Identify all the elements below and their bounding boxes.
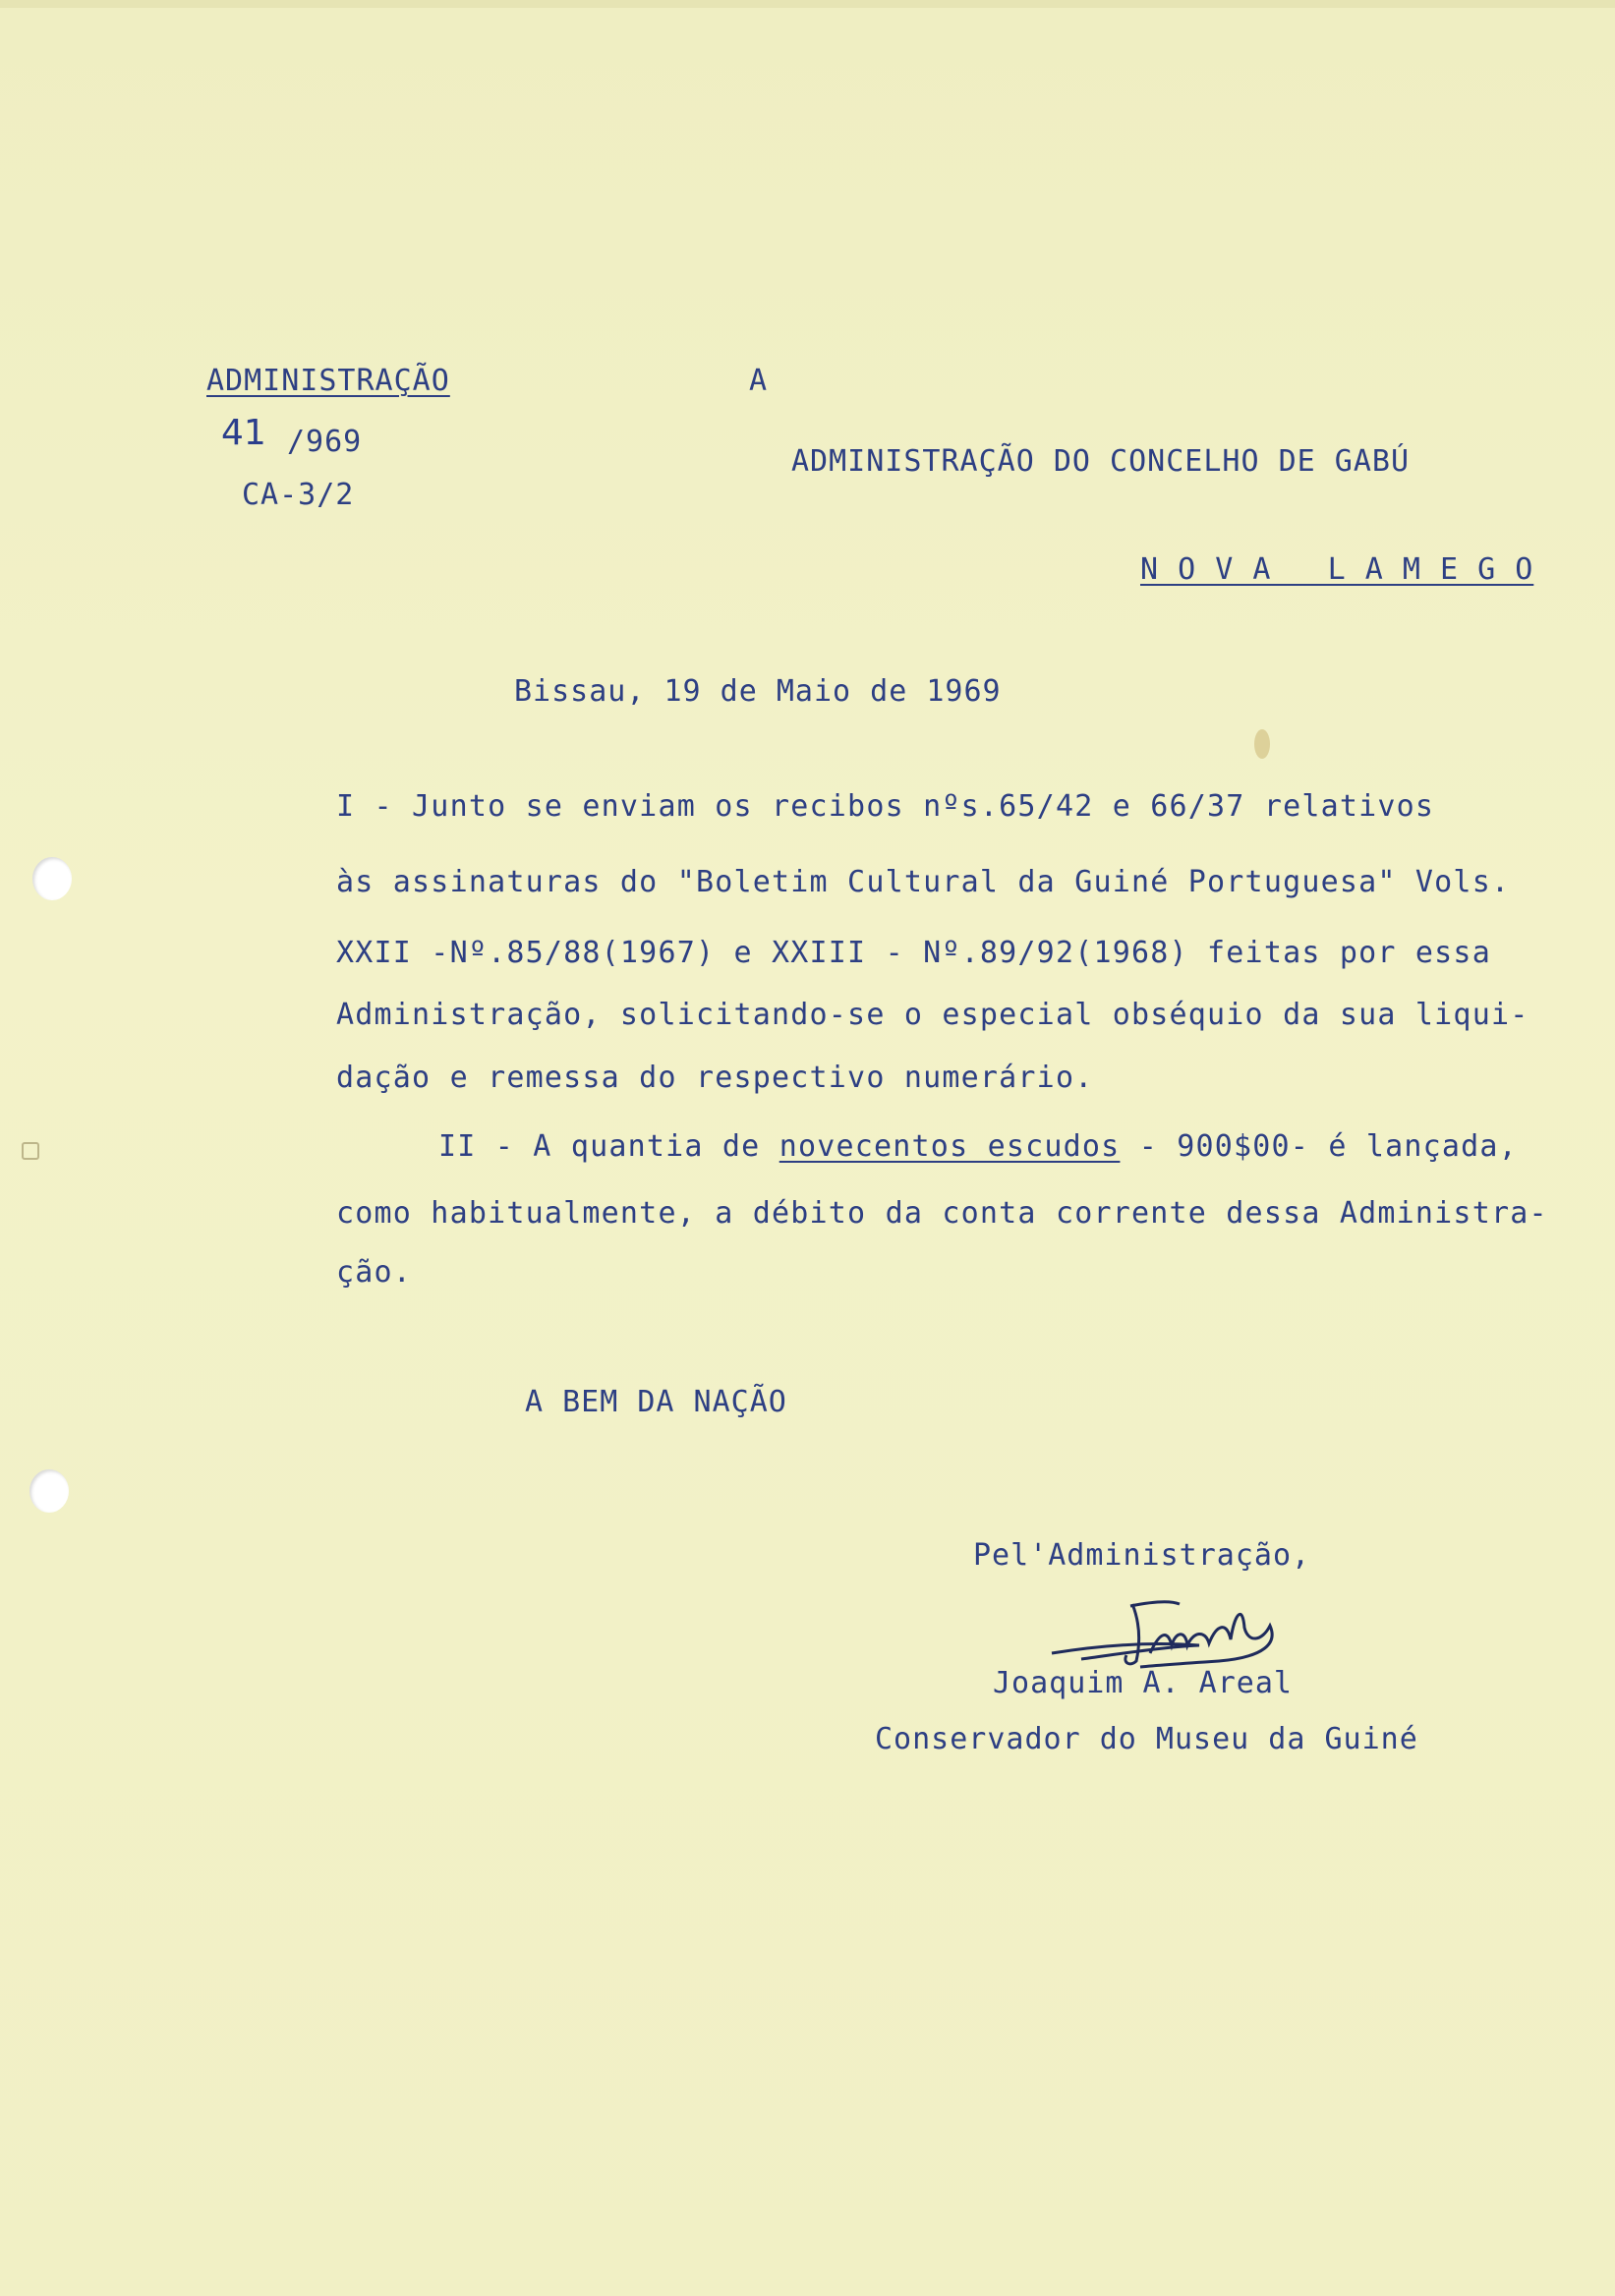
paragraph-1-line-3: XXII -Nº.85/88(1967) e XXIII - Nº.89/92(1968) feitas por essa	[336, 936, 1491, 970]
punch-hole-upper	[32, 857, 72, 900]
addressee-prefix: A	[749, 364, 769, 398]
on-behalf-line: Pel'Administração,	[973, 1538, 1311, 1573]
recipient-office: ADMINISTRAÇÃO DO CONCELHO DE GABÚ	[791, 444, 1411, 479]
punch-hole-lower	[29, 1469, 69, 1513]
paper-stain	[1254, 729, 1270, 759]
paper-top-edge	[0, 0, 1615, 8]
recipient-location: N O V A L A M E G O	[1140, 552, 1534, 587]
staple-mark	[22, 1142, 39, 1160]
handwritten-reference-number: 41	[221, 413, 266, 453]
signatory-name: Joaquim A. Areal	[993, 1666, 1293, 1700]
paragraph-2-suffix: - 900$00- é lançada,	[1120, 1129, 1518, 1164]
reference-code: CA-3/2	[242, 478, 355, 512]
paragraph-2-line-2: como habitualmente, a débito da conta corrente dessa Administra-	[336, 1196, 1548, 1231]
paragraph-1-line-4: Administração, solicitando-se o especial obséquio da sua liqui-	[336, 998, 1529, 1032]
paragraph-2-prefix: II - A quantia de	[438, 1129, 779, 1164]
reference-year: /969	[287, 425, 363, 459]
date-line: Bissau, 19 de Maio de 1969	[514, 674, 1002, 709]
closing-salutation: A BEM DA NAÇÃO	[525, 1385, 787, 1419]
paragraph-1-line-2: às assinaturas do "Boletim Cultural da Guiné Portuguesa" Vols.	[336, 865, 1511, 899]
paragraph-1-line-1: I - Junto se enviam os recibos nºs.65/42 e 66/37 relativos	[336, 789, 1435, 824]
paragraph-2-line-1	[438, 1122, 1518, 1172]
paragraph-2-line-3: ção.	[336, 1255, 413, 1290]
department-heading: ADMINISTRAÇÃO	[206, 364, 450, 398]
signatory-title: Conservador do Museu da Guiné	[875, 1722, 1418, 1756]
paragraph-1-line-5: dação e remessa do respectivo numerário.	[336, 1061, 1094, 1095]
amount-in-words: novecentos escudos	[779, 1129, 1121, 1164]
